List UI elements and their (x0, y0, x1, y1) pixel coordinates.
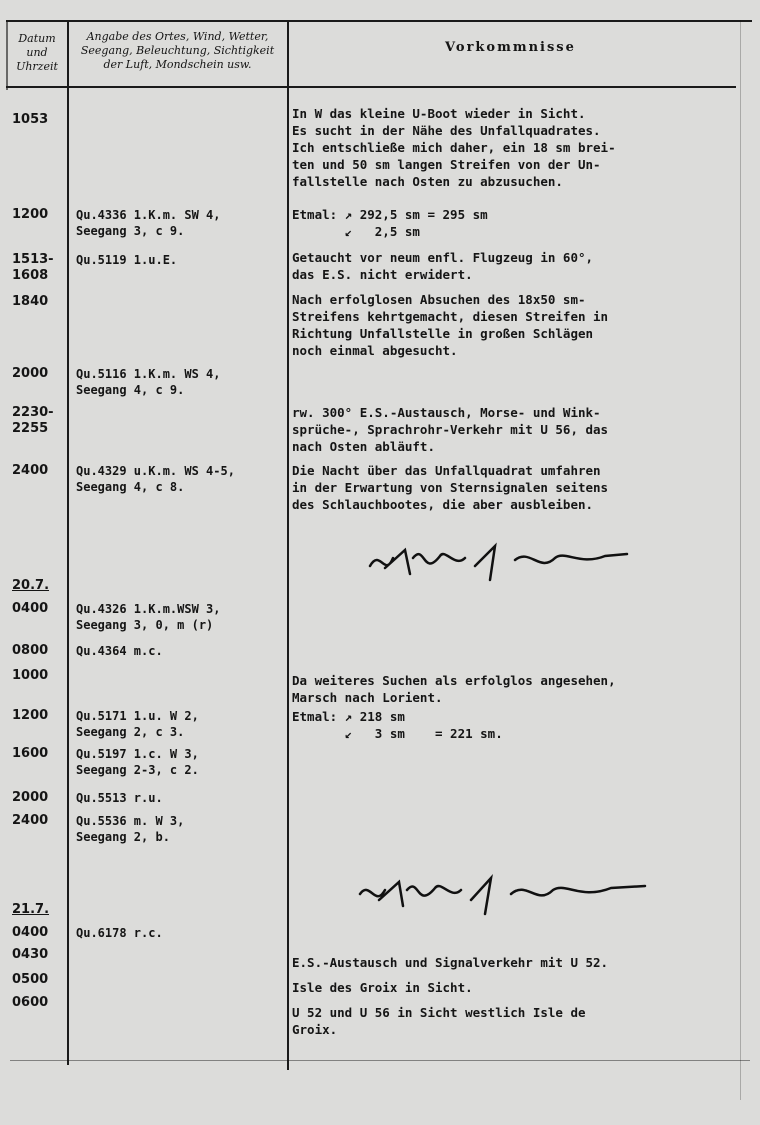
top-rule (6, 20, 752, 22)
entry-place-line: Qu.6178 r.c. (76, 926, 163, 940)
entry-time: 1200 (12, 207, 49, 222)
entry-event-line: In W das kleine U-Boot wieder in Sicht. (292, 106, 586, 121)
entry-event-line: ↙ 3 sm = 221 sm. (292, 726, 503, 741)
entry-time: 1513- (12, 252, 54, 267)
entry-time: 21.7. (12, 902, 50, 917)
entry-event-line: des Schlauchbootes, die aber ausbleiben. (292, 497, 594, 512)
entry-time: 1000 (12, 668, 49, 683)
entry-time-end: 2255 (12, 421, 49, 436)
entry-event-line: ten und 50 sm langen Streifen von der Un- (292, 157, 601, 172)
entry-event-line: Marsch nach Lorient. (292, 690, 443, 705)
entry-event-line: Da weiteres Suchen als erfolglos angesehen, (292, 673, 616, 688)
entry-time: 0430 (12, 947, 49, 962)
header-rule (6, 86, 736, 88)
entry-place-line: Seegang 2, b. (76, 830, 170, 844)
scan-mark (10, 1060, 750, 1061)
entry-place-line: Qu.5171 1.u. W 2, (76, 709, 199, 723)
header-datum (8, 32, 66, 74)
entry-time: 2230- (12, 405, 54, 420)
entry-place-line: Qu.4329 u.K.m. WS 4-5, (76, 464, 235, 478)
entry-time: 2400 (12, 463, 49, 478)
header-angabe-line: der Luft, Mondschein usw. (103, 58, 252, 71)
entry-place-line: Qu.5513 r.u. (76, 791, 163, 805)
entry-event-line: rw. 300° E.S.-Austausch, Morse- und Wink- (292, 405, 601, 420)
header-vorkommnisse: Vorkommnisse (445, 40, 576, 55)
entry-place-line: Seegang 3, c 9. (76, 224, 185, 238)
scan-mark (740, 20, 741, 1100)
entry-place-line: Qu.4364 m.c. (76, 644, 163, 658)
col-divider-2 (287, 20, 289, 1070)
entry-place-line: Seegang 2, c 3. (76, 725, 185, 739)
entry-event-line: Ich entschließe mich daher, ein 18 sm brei- (292, 140, 616, 155)
entry-time-end: 1608 (12, 268, 49, 283)
header-angabe-line: Angabe des Ortes, Wind, Wetter, (86, 30, 269, 43)
entry-event-line: sprüche-, Sprachrohr-Verkehr mit U 56, das (292, 422, 609, 437)
entry-place-line: Qu.5536 m. W 3, (76, 814, 185, 828)
entry-event-line: ↙ 2,5 sm (292, 224, 420, 239)
header-angabe (70, 30, 285, 72)
entry-time: 1200 (12, 708, 49, 723)
entry-place-line: Seegang 4, c 9. (76, 383, 185, 397)
entry-place-line: Qu.5116 1.K.m. WS 4, (76, 367, 221, 381)
entry-event-line: Etmal: ↗ 292,5 sm = 295 sm (292, 207, 488, 222)
entry-time: 0500 (12, 972, 49, 987)
entry-event-line: in der Erwartung von Sternsignalen seitens (292, 480, 609, 495)
entry-place-line: Qu.4326 1.K.m.WSW 3, (76, 602, 221, 616)
entry-event-line: Isle des Groix in Sicht. (292, 980, 473, 995)
header-angabe-line: Seegang, Beleuchtung, Sichtigkeit (80, 44, 275, 57)
entry-place-line: Seegang 3, 0, m (r) (76, 618, 214, 632)
entry-time: 1600 (12, 746, 49, 761)
entry-event-line: nach Osten abläuft. (292, 439, 435, 454)
entry-event-line: das E.S. nicht erwidert. (292, 267, 473, 282)
entry-event-line: Etmal: ↗ 218 sm (292, 709, 405, 724)
entry-event-line: U 52 und U 56 in Sicht westlich Isle de (292, 1005, 586, 1020)
entry-event-line: noch einmal abgesucht. (292, 343, 458, 358)
entry-time: 20.7. (12, 578, 50, 593)
entry-time: 2400 (12, 813, 49, 828)
entry-event-line: E.S.-Austausch und Signalverkehr mit U 52. (292, 955, 609, 970)
entry-time: 0400 (12, 925, 49, 940)
entry-event-line: Nach erfolglosen Absuchen des 18x50 sm- (292, 292, 586, 307)
signature-2 (355, 872, 655, 922)
entry-place-line: Seegang 4, c 8. (76, 480, 185, 494)
entry-time: 2000 (12, 366, 49, 381)
entry-place-line: Qu.5119 1.u.E. (76, 253, 178, 267)
entry-event-line: Groix. (292, 1022, 338, 1037)
entry-event-line: fallstelle nach Osten zu abzusuchen. (292, 174, 563, 189)
entry-event-line: Streifens kehrtgemacht, diesen Streifen in (292, 309, 609, 324)
entry-place-line: Qu.4336 1.K.m. SW 4, (76, 208, 221, 222)
entry-place-line: Qu.5197 1.c. W 3, (76, 747, 199, 761)
entry-event-line: Getaucht vor neum enfl. Flugzeug in 60°, (292, 250, 594, 265)
header-datum-line: Uhrzeit (16, 60, 58, 73)
entry-time: 1840 (12, 294, 49, 309)
entry-time: 0600 (12, 995, 49, 1010)
entry-time: 2000 (12, 790, 49, 805)
signature-1 (365, 538, 645, 588)
col-divider-1 (67, 20, 69, 1065)
entry-event-line: Richtung Unfallstelle in großen Schlägen (292, 326, 594, 341)
header-datum-line: und (26, 46, 48, 59)
entry-event-line: Die Nacht über das Unfallquadrat umfahren (292, 463, 601, 478)
entry-time: 0400 (12, 601, 49, 616)
header-datum-line: Datum (18, 32, 56, 45)
entry-time: 1053 (12, 112, 49, 127)
entry-time: 0800 (12, 643, 49, 658)
entry-place-line: Seegang 2-3, c 2. (76, 763, 199, 777)
entry-event-line: Es sucht in der Nähe des Unfallquadrates. (292, 123, 601, 138)
